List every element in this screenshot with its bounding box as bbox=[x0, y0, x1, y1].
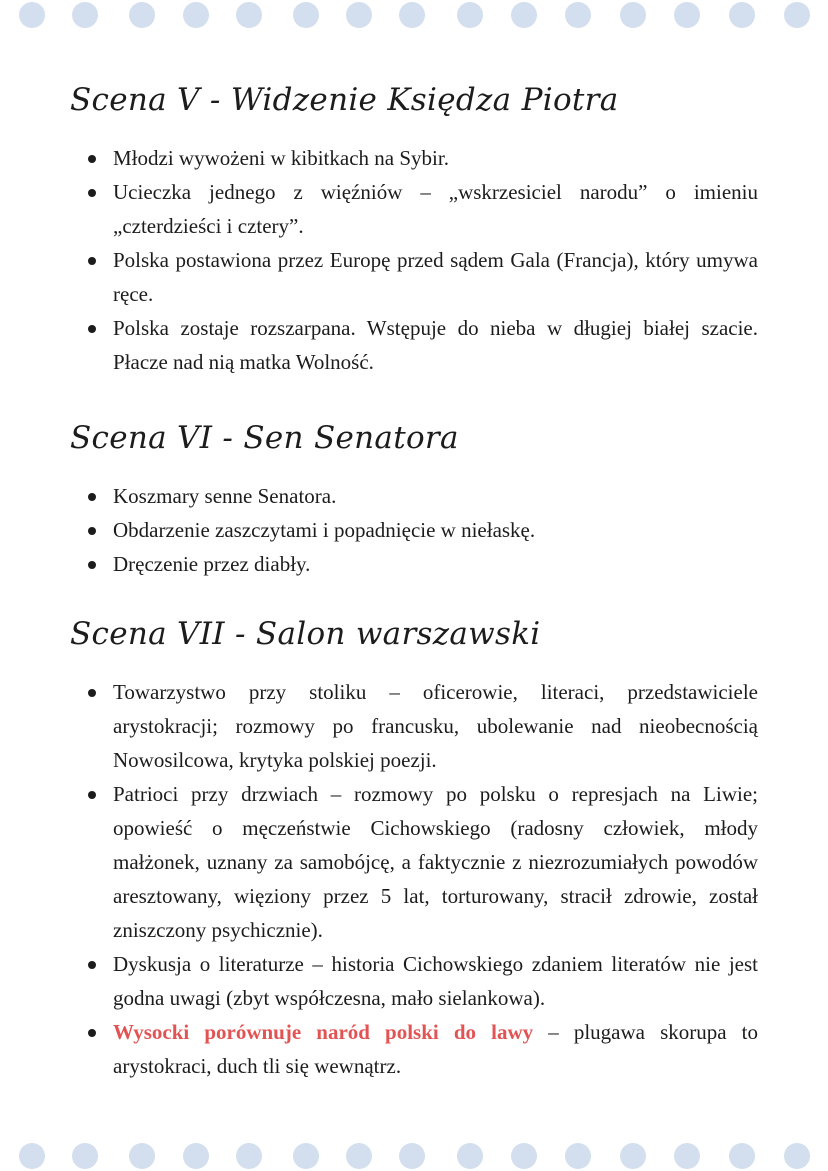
list-item-text: Obdarzenie zaszczytami i popadnięcie w niełaskę. bbox=[113, 518, 536, 542]
bullet-icon bbox=[88, 493, 96, 501]
list-item-text: Ucieczka jednego z więźniów – „wskrzesiciel narodu” o imieniu „czterdzieści i cztery”. bbox=[113, 180, 758, 238]
bullet-list-scena-vii bbox=[0, 675, 828, 1083]
bullet-icon bbox=[88, 561, 96, 569]
bottom-dot-border bbox=[0, 1141, 828, 1171]
highlighted-text: Wysocki porównuje naród polski do lawy bbox=[113, 1020, 534, 1044]
decorative-dot bbox=[784, 2, 810, 28]
bullet-list-scena-vi bbox=[0, 479, 828, 581]
top-dot-border bbox=[0, 0, 828, 30]
list-item-text: Dręczenie przez diabły. bbox=[113, 552, 311, 576]
bullet-icon bbox=[88, 257, 96, 265]
decorative-dot bbox=[620, 1143, 646, 1169]
decorative-dot bbox=[19, 1143, 45, 1169]
list-item bbox=[0, 777, 828, 947]
list-item bbox=[0, 479, 828, 513]
decorative-dot bbox=[729, 1143, 755, 1169]
decorative-dot bbox=[293, 1143, 319, 1169]
decorative-dot bbox=[129, 1143, 155, 1169]
list-item bbox=[0, 675, 828, 777]
section-heading-scena-vi: Scena VI - Sen Senatora bbox=[70, 420, 459, 456]
list-item bbox=[0, 141, 828, 175]
decorative-dot bbox=[19, 2, 45, 28]
list-item-text: Towarzystwo przy stoliku – oficerowie, literaci, przedstawiciele arystokracji; rozmowy po francusku, ubolewanie nad nieobecnością Nowosilcowa, krytyka polskiej poezji. bbox=[113, 680, 758, 772]
decorative-dot bbox=[511, 1143, 537, 1169]
decorative-dot bbox=[346, 2, 372, 28]
bullet-icon bbox=[88, 189, 96, 197]
section-heading-scena-vii: Scena VII - Salon warszawski bbox=[70, 616, 541, 652]
decorative-dot bbox=[674, 2, 700, 28]
list-item-text: Polska zostaje rozszarpana. Wstępuje do nieba w długiej białej szacie. Płacze nad nią matka Wolność. bbox=[113, 316, 758, 374]
list-item bbox=[0, 311, 828, 379]
list-item bbox=[0, 547, 828, 581]
list-item-text: Koszmary senne Senatora. bbox=[113, 484, 337, 508]
decorative-dot bbox=[183, 1143, 209, 1169]
list-item bbox=[0, 243, 828, 311]
decorative-dot bbox=[565, 1143, 591, 1169]
list-item bbox=[0, 175, 828, 243]
list-item-text: Patrioci przy drzwiach – rozmowy po polsku o represjach na Liwie; opowieść o męczeństwie Cichowskiego (radosny człowiek, młody małżonek, uznany za samobójcę, a faktycznie z niezrozumiałych powodów aresztowany, więziony przez 5 lat, torturowany, stracił zdrowie, został zniszczony psychicznie). bbox=[113, 782, 758, 942]
decorative-dot bbox=[784, 1143, 810, 1169]
bullet-icon bbox=[88, 961, 96, 969]
decorative-dot bbox=[457, 1143, 483, 1169]
section-heading-scena-v: Scena V - Widzenie Księdza Piotra bbox=[70, 82, 619, 118]
bullet-icon bbox=[88, 689, 96, 697]
list-item-text: Polska postawiona przez Europę przed sądem Gala (Francja), który umywa ręce. bbox=[113, 248, 758, 306]
list-item-text: Młodzi wywożeni w kibitkach na Sybir. bbox=[113, 146, 449, 170]
bullet-list-scena-v bbox=[0, 141, 828, 379]
decorative-dot bbox=[72, 1143, 98, 1169]
decorative-dot bbox=[236, 2, 262, 28]
bullet-icon bbox=[88, 155, 96, 163]
decorative-dot bbox=[399, 1143, 425, 1169]
decorative-dot bbox=[236, 1143, 262, 1169]
decorative-dot bbox=[457, 2, 483, 28]
list-item bbox=[0, 947, 828, 1015]
decorative-dot bbox=[565, 2, 591, 28]
bullet-icon bbox=[88, 1029, 96, 1037]
decorative-dot bbox=[129, 2, 155, 28]
decorative-dot bbox=[620, 2, 646, 28]
decorative-dot bbox=[293, 2, 319, 28]
bullet-icon bbox=[88, 527, 96, 535]
decorative-dot bbox=[399, 2, 425, 28]
bullet-icon bbox=[88, 791, 96, 799]
list-item-text: Dyskusja o literaturze – historia Cichowskiego zdaniem literatów nie jest godna uwagi (zbyt współczesna, mało sielankowa). bbox=[113, 952, 758, 1010]
decorative-dot bbox=[674, 1143, 700, 1169]
decorative-dot bbox=[729, 2, 755, 28]
decorative-dot bbox=[72, 2, 98, 28]
list-item bbox=[0, 513, 828, 547]
decorative-dot bbox=[183, 2, 209, 28]
list-item bbox=[0, 1015, 828, 1083]
decorative-dot bbox=[346, 1143, 372, 1169]
bullet-icon bbox=[88, 325, 96, 333]
list-item-text: – plugawa skorupa to arystokraci, duch tli się wewnątrz. bbox=[113, 1020, 759, 1078]
decorative-dot bbox=[511, 2, 537, 28]
